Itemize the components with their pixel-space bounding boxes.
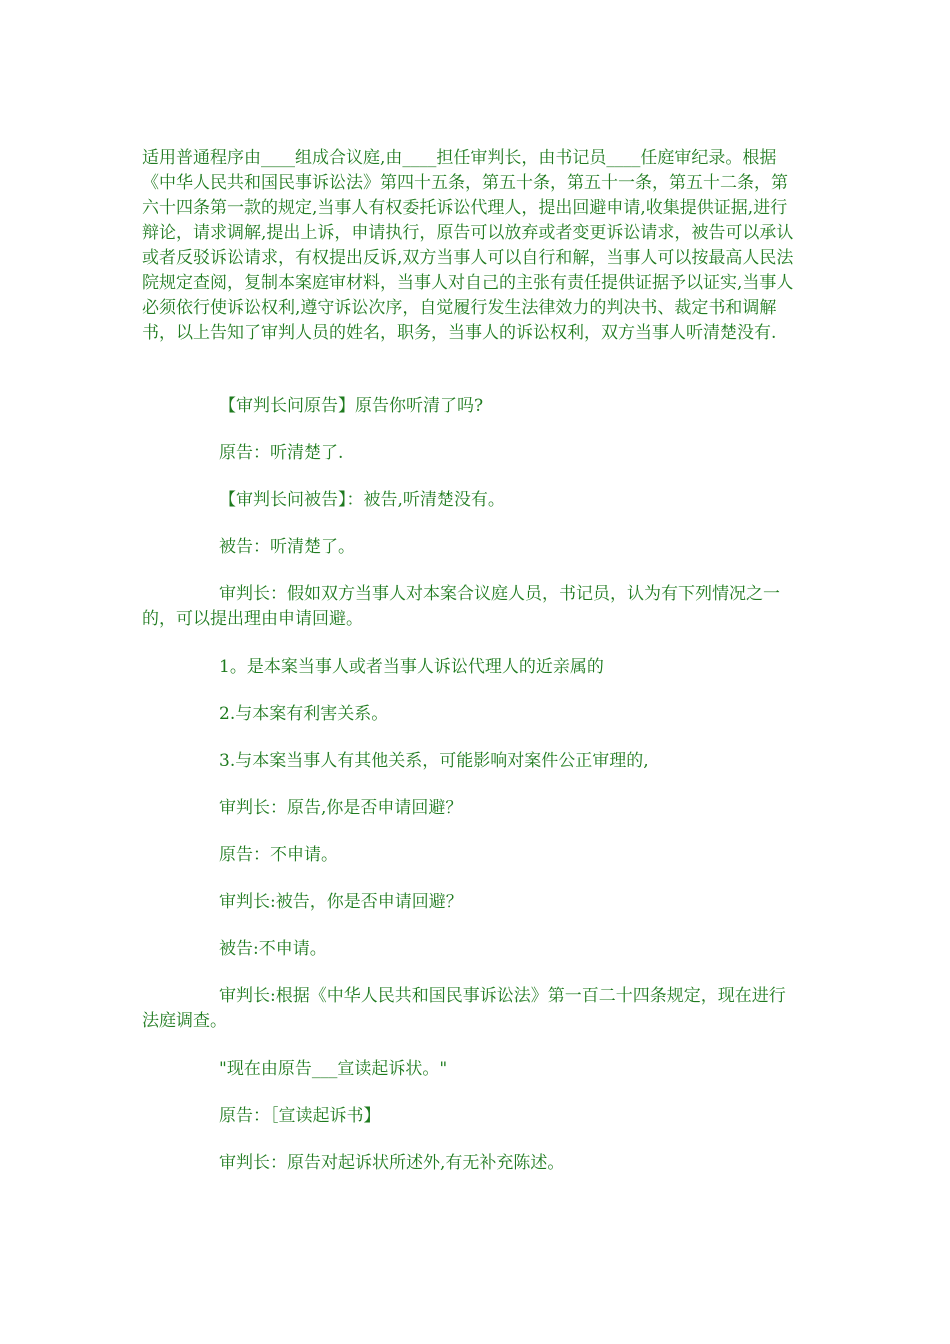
plaintiff-reply-heard: 原告：听清楚了.: [219, 443, 344, 463]
defendant-no-recusal: 被告:不申请。: [219, 939, 327, 959]
recusal-reason-3: 3.与本案当事人有其他关系，可能影响对案件公正审理的,: [219, 751, 649, 771]
judge-asks-plaintiff: 【审判长问原告】原告你听清了吗?: [219, 396, 484, 416]
intro-paragraph: 适用普通程序由____组成合议庭,由____担任审判长，由书记员____任庭审纪录。根据《中华人民共和国民事诉讼法》第四十五条，第五十条，第五十一条，第五十二条，第六十四条第一款的规定,当事人有权委托诉讼代理人，提出回避申请,收集提供证据,进行辩论，请求调解,提出上诉，申请执行，原告可以放弃或者变更诉讼请求，被告可以承认或者反驳诉讼请求，有权提出反诉,双方当事人可以自行和解，当事人可以按最高人民法院规定查阅，复制本案庭审材料，当事人对自己的主张有责任提供证据予以证实,当事人必须依行使诉讼权利,遵守诉讼次序，自觉履行发生法律效力的判决书、裁定书和调解书，以上告知了审判人员的姓名，职务，当事人的诉讼权利，双方当事人听清楚没有.: [142, 148, 794, 343]
judge-asks-supplement: 审判长：原告对起诉状所述外,有无补充陈述。: [219, 1153, 565, 1173]
recusal-reason-1: 1。是本案当事人或者当事人诉讼代理人的近亲属的: [219, 657, 604, 677]
plaintiff-reads-complaint: 原告：［宣读起诉书】: [219, 1106, 381, 1126]
judge-asks-defendant: 【审判长问被告】：被告,听清楚没有。: [219, 490, 505, 510]
defendant-reply-heard: 被告：听清楚了。: [219, 537, 355, 557]
plaintiff-no-recusal: 原告：不申请。: [219, 845, 338, 865]
judge-court-investigation: 审判长:根据《中华人民共和国民事诉讼法》第一百二十四条规定，现在进行法庭调查。: [142, 986, 786, 1031]
read-complaint-instruction: "现在由原告___宣读起诉状。": [219, 1059, 448, 1079]
judge-recusal-notice: 审判长：假如双方当事人对本案合议庭人员，书记员，认为有下列情况之一的，可以提出理由申请回避。: [142, 584, 780, 629]
judge-asks-defendant-recusal: 审判长:被告，你是否申请回避？: [219, 892, 463, 912]
judge-asks-plaintiff-recusal: 审判长：原告,你是否申请回避？: [219, 798, 463, 818]
recusal-reason-2: 2.与本案有利害关系。: [219, 704, 389, 724]
